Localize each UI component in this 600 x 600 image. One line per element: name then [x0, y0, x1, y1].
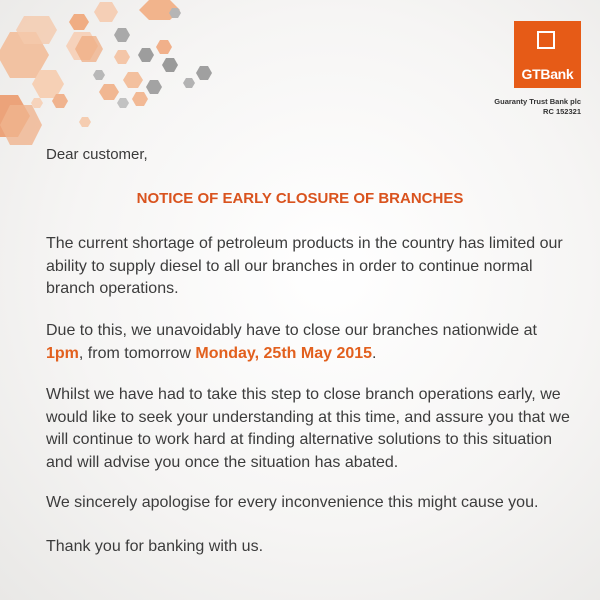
company-info: [494, 97, 581, 117]
closure-text-mid: , from tomorrow: [78, 344, 191, 362]
paragraph-understanding: Whilst we have had to take this step to close branch operations early, we would like to seek your understanding at this time, and assure you that we will continue to work hard at finding alternative solutions to this situation and will advise you once the situation has abated.: [46, 386, 570, 471]
paragraph-apology: We sincerely apologise for every inconvenience this might cause you.: [46, 494, 539, 511]
closure-text-end: .: [372, 344, 377, 362]
closure-text-start: Due to this, we unavoidably have to close our branches nationwide at: [46, 322, 537, 339]
salutation: Dear customer,: [46, 146, 148, 163]
paragraph-thanks: Thank you for banking with us.: [46, 538, 264, 555]
closure-date: Monday, 25th May 2015: [195, 344, 373, 362]
logo-square-icon: [537, 31, 555, 49]
paragraph-closure: [46, 320, 576, 365]
logo-brand-text: GTBank: [521, 66, 574, 82]
gtbank-logo: [514, 21, 581, 88]
rc-number: RC 152321: [543, 107, 581, 116]
closure-time: 1pm: [46, 344, 79, 362]
company-name: Guaranty Trust Bank plc: [494, 97, 581, 106]
hexagon-pattern: [0, 0, 240, 150]
notice-heading: NOTICE OF EARLY CLOSURE OF BRANCHES: [136, 190, 464, 207]
paragraph-shortage: The current shortage of petroleum products in the country has limited our ability to supply diesel to all our branches in order to continue normal branch operations.: [46, 235, 563, 297]
